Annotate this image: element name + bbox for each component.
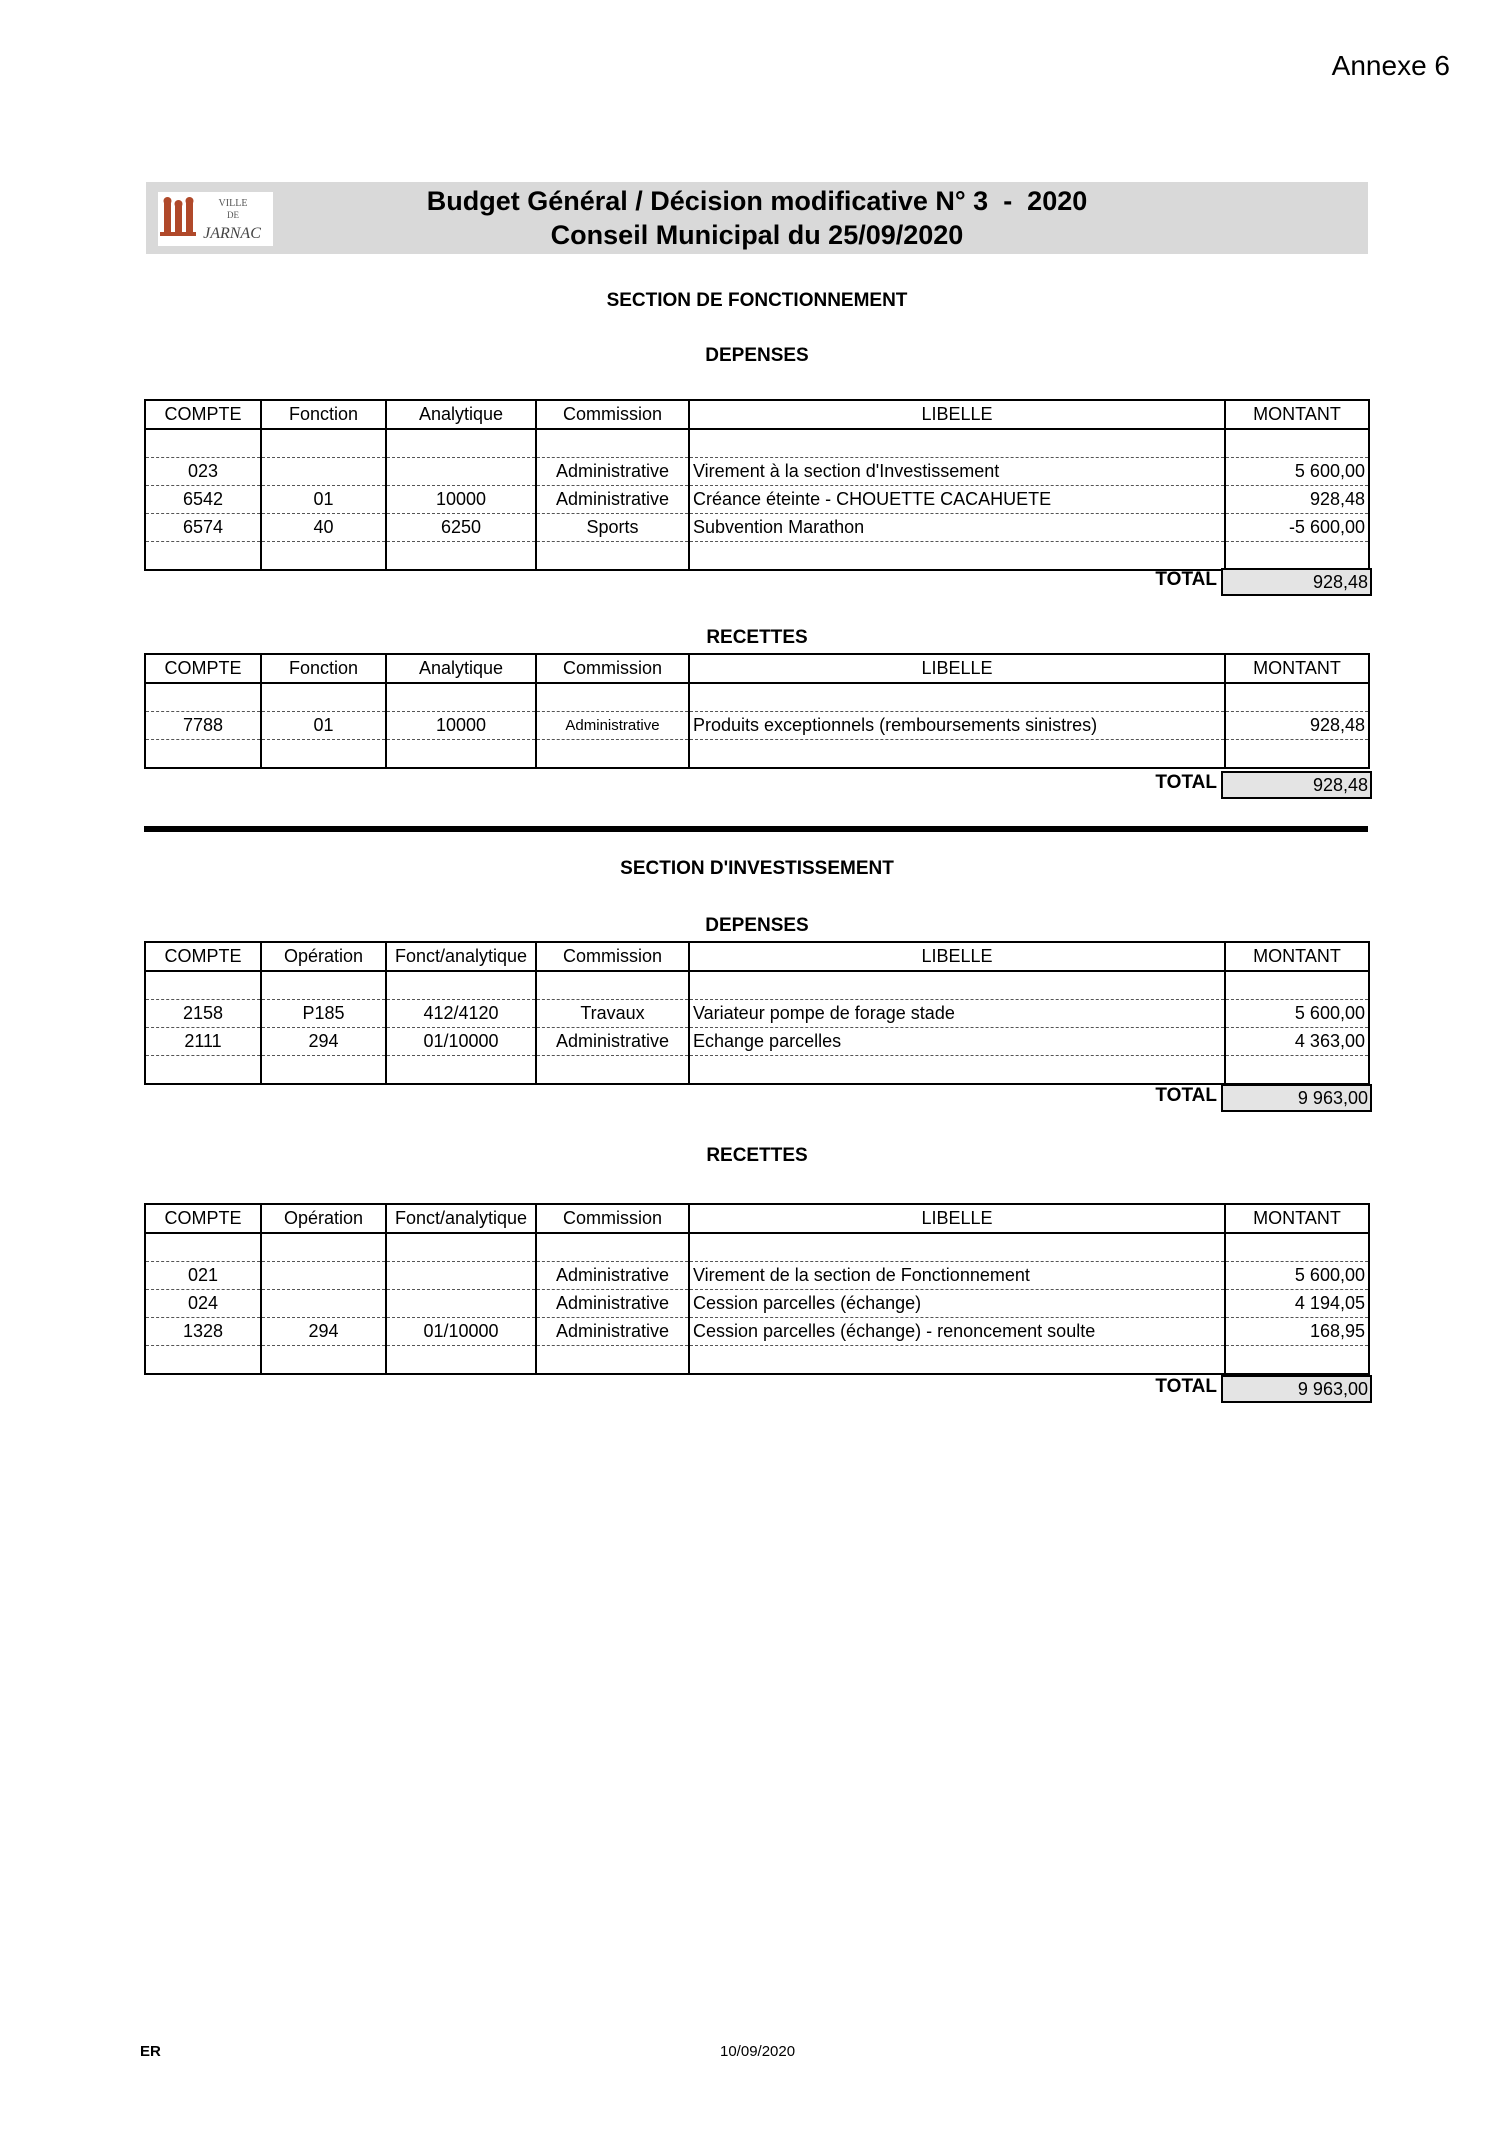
table-header-row (145, 400, 1369, 429)
header-libelle: LIBELLE (689, 942, 1225, 971)
cell-analytique (386, 740, 536, 769)
header-compte: COMPTE (145, 942, 261, 971)
header-libelle: LIBELLE (689, 1204, 1225, 1233)
cell-montant: 928,48 (1225, 486, 1369, 514)
cell-fonction: 01 (261, 486, 386, 514)
header-fonct-analytique: Fonct/analytique (386, 942, 536, 971)
cell-montant (1225, 429, 1369, 458)
cell-operation (261, 1056, 386, 1085)
header-libelle: LIBELLE (689, 400, 1225, 429)
cell-montant: 168,95 (1225, 1318, 1369, 1346)
header-analytique: Analytique (386, 400, 536, 429)
cell-montant (1225, 542, 1369, 571)
cell-montant (1225, 1233, 1369, 1262)
header-compte: COMPTE (145, 400, 261, 429)
footer-date: 10/09/2020 (720, 2043, 796, 2060)
fonct-depenses-total-value: 928,48 (1221, 568, 1372, 596)
header-fonct-analytique: Fonct/analytique (386, 1204, 536, 1233)
invest-recettes-total-label: TOTAL (1155, 1376, 1217, 1397)
invest-depenses-table (144, 941, 1370, 1085)
cell-fonction: 01 (261, 712, 386, 740)
fonct-depenses-total-label: TOTAL (1155, 569, 1217, 590)
fonct-recettes-title: RECETTES (706, 627, 808, 648)
cell-operation (261, 971, 386, 1000)
cell-compte (145, 1056, 261, 1085)
cell-commission (536, 542, 689, 571)
cell-commission (536, 971, 689, 1000)
cell-compte: 1328 (145, 1318, 261, 1346)
cell-compte: 2111 (145, 1028, 261, 1056)
cell-fonct-analytique (386, 1262, 536, 1290)
cell-libelle (689, 429, 1225, 458)
header-operation: Opération (261, 942, 386, 971)
cell-operation: 294 (261, 1318, 386, 1346)
cell-commission (536, 1346, 689, 1375)
cell-analytique (386, 542, 536, 571)
cell-compte (145, 971, 261, 1000)
cell-montant: 4 194,05 (1225, 1290, 1369, 1318)
cell-libelle: Cession parcelles (échange) (689, 1290, 1225, 1318)
header-montant: MONTANT (1225, 400, 1369, 429)
cell-operation (261, 1262, 386, 1290)
cell-commission: Administrative (536, 1262, 689, 1290)
cell-fonct-analytique (386, 1056, 536, 1085)
cell-fonction (261, 458, 386, 486)
header-commission: Commission (536, 942, 689, 971)
cell-libelle (689, 1346, 1225, 1375)
table-row (145, 1028, 1369, 1056)
cell-commission (536, 1056, 689, 1085)
logo-line2: DE (227, 210, 239, 220)
table-row (145, 1233, 1369, 1262)
cell-compte: 2158 (145, 1000, 261, 1028)
footer-initials: ER (140, 2043, 161, 2060)
document-title (146, 184, 1368, 252)
header-montant: MONTANT (1225, 1204, 1369, 1233)
cell-compte: 023 (145, 458, 261, 486)
cell-montant: 5 600,00 (1225, 1000, 1369, 1028)
cell-operation (261, 1233, 386, 1262)
title-line1: Budget Général / Décision modificative N° 3 - 2020 (426, 186, 1088, 216)
table-row (145, 1318, 1369, 1346)
cell-commission: Administrative (536, 712, 689, 740)
cell-fonction (261, 683, 386, 712)
cell-fonct-analytique: 01/10000 (386, 1318, 536, 1346)
table-header-row (145, 654, 1369, 683)
fonct-depenses-table (144, 399, 1370, 571)
header-compte: COMPTE (145, 1204, 261, 1233)
cell-montant: 4 363,00 (1225, 1028, 1369, 1056)
table-row (145, 429, 1369, 458)
invest-recettes-total-value: 9 963,00 (1221, 1375, 1372, 1403)
cell-fonct-analytique (386, 1346, 536, 1375)
section-fonctionnement-title: SECTION DE FONCTIONNEMENT (606, 290, 908, 311)
cell-analytique (386, 683, 536, 712)
header-fonction: Fonction (261, 400, 386, 429)
table-row (145, 514, 1369, 542)
cell-commission (536, 429, 689, 458)
cell-fonct-analytique (386, 1290, 536, 1318)
cell-libelle (689, 542, 1225, 571)
title-line2: Conseil Municipal du 25/09/2020 (550, 220, 964, 250)
cell-compte: 7788 (145, 712, 261, 740)
logo-line3: JARNAC (203, 225, 261, 242)
section-divider (144, 826, 1368, 832)
invest-depenses-total-label: TOTAL (1155, 1085, 1217, 1106)
cell-compte (145, 1233, 261, 1262)
header-libelle: LIBELLE (689, 654, 1225, 683)
cell-commission (536, 1233, 689, 1262)
invest-depenses-total-value: 9 963,00 (1221, 1084, 1372, 1112)
cell-montant (1225, 1346, 1369, 1375)
cell-compte (145, 542, 261, 571)
cell-commission (536, 683, 689, 712)
cell-operation: 294 (261, 1028, 386, 1056)
header-fonction: Fonction (261, 654, 386, 683)
cell-montant (1225, 740, 1369, 769)
cell-libelle (689, 1056, 1225, 1085)
cell-commission: Administrative (536, 1290, 689, 1318)
cell-operation (261, 1290, 386, 1318)
cell-montant: -5 600,00 (1225, 514, 1369, 542)
cell-montant: 5 600,00 (1225, 458, 1369, 486)
invest-recettes-table (144, 1203, 1370, 1375)
section-investissement-title: SECTION D'INVESTISSEMENT (620, 858, 894, 879)
cell-libelle: Subvention Marathon (689, 514, 1225, 542)
fonct-recettes-total-value: 928,48 (1221, 771, 1372, 799)
cell-libelle (689, 683, 1225, 712)
fonct-recettes-table (144, 653, 1370, 769)
logo-line1: VILLE (218, 198, 248, 209)
header-compte: COMPTE (145, 654, 261, 683)
cell-commission: Administrative (536, 458, 689, 486)
cell-libelle: Variateur pompe de forage stade (689, 1000, 1225, 1028)
table-row (145, 486, 1369, 514)
cell-montant: 5 600,00 (1225, 1262, 1369, 1290)
fonct-depenses-title: DEPENSES (705, 345, 809, 366)
header-montant: MONTANT (1225, 942, 1369, 971)
cell-operation: P185 (261, 1000, 386, 1028)
header-operation: Opération (261, 1204, 386, 1233)
header-commission: Commission (536, 1204, 689, 1233)
invest-recettes-title: RECETTES (706, 1145, 808, 1166)
cell-libelle (689, 740, 1225, 769)
cell-commission: Administrative (536, 1318, 689, 1346)
cell-compte (145, 1346, 261, 1375)
table-row (145, 542, 1369, 571)
cell-fonction: 40 (261, 514, 386, 542)
cell-compte (145, 429, 261, 458)
cell-analytique (386, 458, 536, 486)
cell-libelle: Echange parcelles (689, 1028, 1225, 1056)
header-commission: Commission (536, 654, 689, 683)
cell-libelle: Virement de la section de Fonctionnement (689, 1262, 1225, 1290)
table-row (145, 683, 1369, 712)
cell-libelle: Produits exceptionnels (remboursements sinistres) (689, 712, 1225, 740)
table-row (145, 971, 1369, 1000)
header-analytique: Analytique (386, 654, 536, 683)
cell-libelle: Cession parcelles (échange) - renoncement soulte (689, 1318, 1225, 1346)
cell-analytique: 10000 (386, 486, 536, 514)
cell-montant: 928,48 (1225, 712, 1369, 740)
cell-compte (145, 740, 261, 769)
header-montant: MONTANT (1225, 654, 1369, 683)
cell-analytique (386, 429, 536, 458)
cell-commission: Travaux (536, 1000, 689, 1028)
cell-compte: 024 (145, 1290, 261, 1318)
cell-commission: Sports (536, 514, 689, 542)
cell-montant (1225, 683, 1369, 712)
cell-libelle (689, 971, 1225, 1000)
table-row (145, 740, 1369, 769)
cell-operation (261, 1346, 386, 1375)
cell-montant (1225, 971, 1369, 1000)
cell-compte: 6542 (145, 486, 261, 514)
cell-fonction (261, 542, 386, 571)
cell-commission: Administrative (536, 486, 689, 514)
table-row (145, 458, 1369, 486)
cell-compte (145, 683, 261, 712)
cell-fonct-analytique: 412/4120 (386, 1000, 536, 1028)
cell-compte: 6574 (145, 514, 261, 542)
cell-analytique: 10000 (386, 712, 536, 740)
cell-libelle: Créance éteinte - CHOUETTE CACAHUETE (689, 486, 1225, 514)
cell-fonct-analytique (386, 971, 536, 1000)
cell-libelle (689, 1233, 1225, 1262)
cell-commission: Administrative (536, 1028, 689, 1056)
cell-commission (536, 740, 689, 769)
cell-montant (1225, 1056, 1369, 1085)
cell-fonct-analytique (386, 1233, 536, 1262)
table-header-row (145, 1204, 1369, 1233)
table-row (145, 1056, 1369, 1085)
cell-analytique: 6250 (386, 514, 536, 542)
table-row (145, 1000, 1369, 1028)
cell-fonction (261, 740, 386, 769)
annexe-label: Annexe 6 (1331, 50, 1450, 81)
fonct-recettes-total-label: TOTAL (1155, 772, 1217, 793)
cell-fonct-analytique: 01/10000 (386, 1028, 536, 1056)
table-row (145, 1346, 1369, 1375)
cell-libelle: Virement à la section d'Investissement (689, 458, 1225, 486)
table-row (145, 1290, 1369, 1318)
table-row (145, 1262, 1369, 1290)
table-header-row (145, 942, 1369, 971)
table-row (145, 712, 1369, 740)
cell-compte: 021 (145, 1262, 261, 1290)
invest-depenses-title: DEPENSES (705, 915, 809, 936)
cell-fonction (261, 429, 386, 458)
header-commission: Commission (536, 400, 689, 429)
